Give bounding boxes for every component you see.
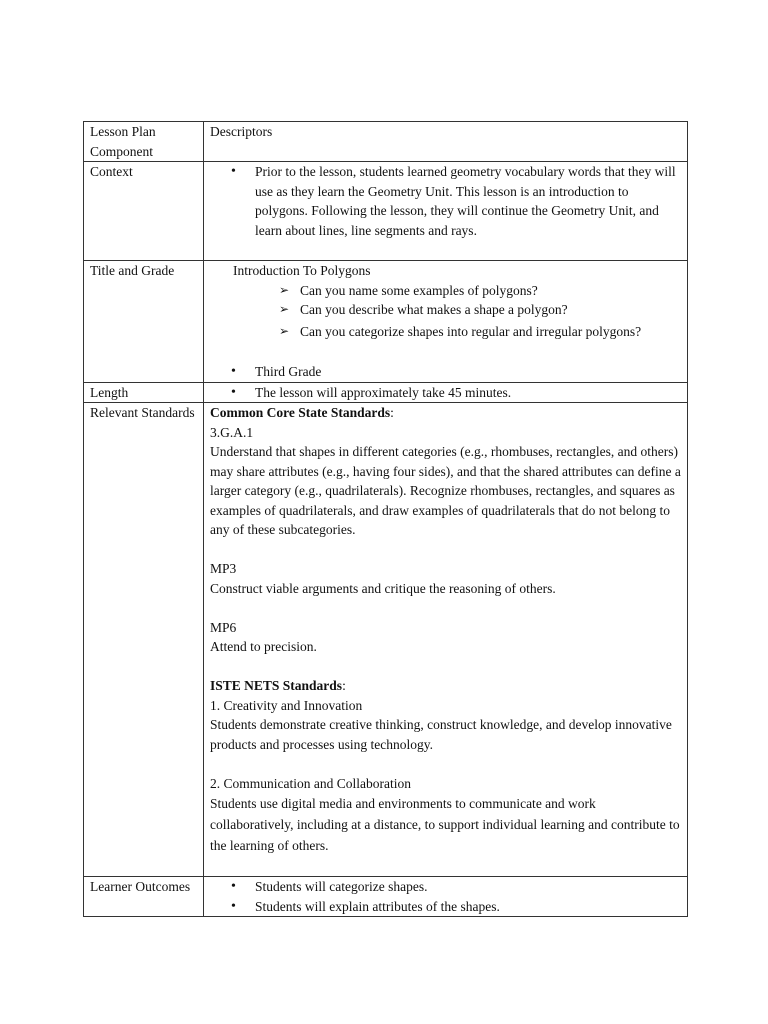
ccss-colon: : — [390, 405, 394, 420]
standard-text: Attend to precision. — [210, 639, 317, 654]
question-item: ➢ Can you describe what makes a shape a polygon? — [210, 300, 681, 320]
context-bullet: • Prior to the lesson, students learned geometry vocabulary words that they will use as they learn the Geometry Unit. This lesson is an introduction to polygons. Following the lesson, they will continue the Geometry Unit, and learn about lines, line segments and rays. — [210, 162, 681, 240]
question-item: ➢ Can you categorize shapes into regular and irregular polygons? — [210, 320, 681, 343]
lesson-plan-table — [83, 121, 688, 917]
standards-content — [204, 403, 688, 877]
context-content — [204, 162, 688, 261]
spacer — [210, 540, 681, 560]
iste-standard-text: Students demonstrate creative thinking, construct knowledge, and develop innovative products and processes using technology. — [210, 717, 672, 752]
length-content — [204, 382, 688, 403]
context-bullet-list — [210, 162, 681, 240]
question-item: ➢ Can you name some examples of polygons? — [210, 281, 681, 301]
essential-questions-list — [210, 281, 681, 343]
iste-heading-line — [210, 676, 681, 696]
length-bullet: • The lesson will approximately take 45 minutes. — [210, 383, 681, 403]
header-descriptors-cell: Descriptors — [204, 122, 688, 162]
lesson-title: Introduction To Polygons — [233, 263, 371, 278]
header-component-cell: Lesson Plan Component — [84, 122, 204, 162]
standards-row — [84, 403, 688, 877]
grade-bullet: • Third Grade — [210, 362, 681, 382]
context-row — [84, 162, 688, 261]
outcomes-bullet-list — [210, 877, 681, 916]
outcomes-label: Learner Outcomes — [84, 877, 204, 917]
spacer — [210, 343, 681, 363]
outcomes-row — [84, 877, 688, 917]
ccss-heading: Common Core State Standards — [210, 405, 391, 420]
outcome-bullet: • Students will categorize shapes. — [210, 877, 681, 897]
iste-standard-title: 2. Communication and Collaboration — [210, 775, 411, 791]
iste-standard-text: Students use digital media and environments to communicate and work collaboratively, including at a distance, to support individual learning and contribute to the learning of others. — [210, 796, 680, 853]
outcome-bullet: • Students will explain attributes of the shapes. — [210, 897, 681, 917]
standard-code: 3.G.A.1 — [210, 424, 254, 440]
iste-standard-title: 1. Creativity and Innovation — [210, 697, 363, 713]
title-grade-content — [204, 261, 688, 383]
spacer — [210, 754, 681, 774]
grade-bullet-list — [210, 362, 681, 382]
ccss-heading-line — [210, 403, 681, 423]
spacer — [210, 598, 681, 618]
title-grade-row — [84, 261, 688, 383]
length-label: Length — [84, 382, 204, 403]
standard-code: MP3 — [210, 561, 237, 576]
iste-heading: ISTE NETS Standards — [210, 678, 343, 693]
title-grade-label: Title and Grade — [84, 261, 204, 383]
standard-text: Construct viable arguments and critique the reasoning of others. — [210, 580, 556, 596]
spacer — [210, 657, 681, 677]
iste-colon: : — [342, 678, 346, 693]
length-bullet-list — [210, 383, 681, 403]
header-row — [84, 122, 688, 162]
outcomes-content — [204, 877, 688, 917]
length-row — [84, 382, 688, 403]
context-label: Context — [84, 162, 204, 261]
standard-code: MP6 — [210, 619, 237, 635]
standards-label: Relevant Standards — [84, 403, 204, 877]
standard-text: Understand that shapes in different categories (e.g., rhombuses, rectangles, and others) may share attributes (e.g., having four sides), and that the shared attributes can define a larger category (e.g., quadrilaterals). Recognize rhombuses, rectangles, and squares as examples of quadrilaterals, and draw examples of quadrilaterals that do not belong to any of these subcategories. — [210, 444, 681, 537]
